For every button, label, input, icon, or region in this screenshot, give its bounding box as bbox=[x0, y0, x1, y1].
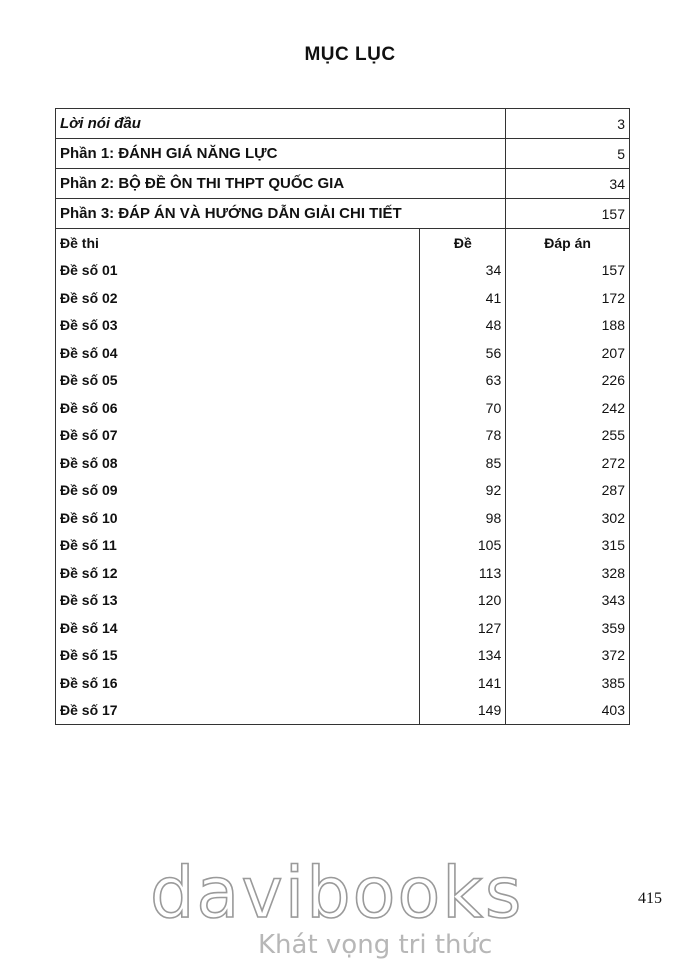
row-dapan-page: 207 bbox=[506, 339, 630, 367]
row-de-page: 149 bbox=[420, 697, 506, 725]
row-de-page: 98 bbox=[420, 504, 506, 532]
row-name: Đề số 01 bbox=[56, 257, 420, 285]
table-row bbox=[56, 449, 630, 477]
watermark-slogan: Khát vọng tri thức bbox=[258, 930, 493, 960]
row-dapan-page: 226 bbox=[506, 367, 630, 395]
row-de-page: 113 bbox=[420, 559, 506, 587]
table-row bbox=[56, 394, 630, 422]
row-dapan-page: 315 bbox=[506, 532, 630, 560]
table-row bbox=[56, 642, 630, 670]
row-de-page: 92 bbox=[420, 477, 506, 505]
row-dapan-page: 302 bbox=[506, 504, 630, 532]
table-row bbox=[56, 559, 630, 587]
table-header-row bbox=[56, 229, 630, 257]
table-row bbox=[56, 697, 630, 725]
row-de-page: 34 bbox=[420, 257, 506, 285]
row-de-page: 127 bbox=[420, 614, 506, 642]
toc-section-row bbox=[56, 109, 630, 139]
row-name: Đề số 02 bbox=[56, 284, 420, 312]
row-dapan-page: 272 bbox=[506, 449, 630, 477]
table-row bbox=[56, 669, 630, 697]
row-de-page: 134 bbox=[420, 642, 506, 670]
row-name: Đề số 06 bbox=[56, 394, 420, 422]
section-label: Phần 2: BỘ ĐỀ ÔN THI THPT QUỐC GIA bbox=[56, 169, 506, 199]
section-page: 157 bbox=[506, 199, 630, 229]
table-row bbox=[56, 532, 630, 560]
column-header-de: Đề bbox=[420, 229, 506, 257]
row-de-page: 78 bbox=[420, 422, 506, 450]
row-dapan-page: 188 bbox=[506, 312, 630, 340]
table-row bbox=[56, 339, 630, 367]
row-de-page: 85 bbox=[420, 449, 506, 477]
row-de-page: 141 bbox=[420, 669, 506, 697]
toc-section-row bbox=[56, 169, 630, 199]
column-header-name: Đề thi bbox=[56, 229, 420, 257]
row-name: Đề số 05 bbox=[56, 367, 420, 395]
row-dapan-page: 372 bbox=[506, 642, 630, 670]
row-name: Đề số 12 bbox=[56, 559, 420, 587]
section-page: 34 bbox=[506, 169, 630, 199]
row-dapan-page: 157 bbox=[506, 257, 630, 285]
row-name: Đề số 08 bbox=[56, 449, 420, 477]
row-de-page: 56 bbox=[420, 339, 506, 367]
table-row bbox=[56, 477, 630, 505]
table-row bbox=[56, 422, 630, 450]
table-row bbox=[56, 257, 630, 285]
row-dapan-page: 172 bbox=[506, 284, 630, 312]
row-de-page: 48 bbox=[420, 312, 506, 340]
row-dapan-page: 287 bbox=[506, 477, 630, 505]
row-dapan-page: 385 bbox=[506, 669, 630, 697]
toc-section-row bbox=[56, 139, 630, 169]
row-name: Đề số 15 bbox=[56, 642, 420, 670]
row-dapan-page: 242 bbox=[506, 394, 630, 422]
row-dapan-page: 359 bbox=[506, 614, 630, 642]
row-de-page: 41 bbox=[420, 284, 506, 312]
table-row bbox=[56, 284, 630, 312]
watermark-brand: davibooks bbox=[150, 852, 524, 934]
page-title: MỤC LỤC bbox=[304, 44, 396, 65]
toc-table bbox=[55, 108, 630, 725]
column-header-dapan: Đáp án bbox=[506, 229, 630, 257]
table-row bbox=[56, 367, 630, 395]
row-name: Đề số 04 bbox=[56, 339, 420, 367]
row-name: Đề số 09 bbox=[56, 477, 420, 505]
row-dapan-page: 255 bbox=[506, 422, 630, 450]
row-de-page: 120 bbox=[420, 587, 506, 615]
table-row bbox=[56, 504, 630, 532]
section-page: 3 bbox=[506, 109, 630, 139]
row-name: Đề số 17 bbox=[56, 697, 420, 725]
row-de-page: 70 bbox=[420, 394, 506, 422]
row-dapan-page: 403 bbox=[506, 697, 630, 725]
row-name: Đề số 11 bbox=[56, 532, 420, 560]
table-row bbox=[56, 614, 630, 642]
table-row bbox=[56, 587, 630, 615]
section-page: 5 bbox=[506, 139, 630, 169]
row-de-page: 63 bbox=[420, 367, 506, 395]
section-label: Lời nói đầu bbox=[56, 109, 506, 139]
section-label: Phần 3: ĐÁP ÁN VÀ HƯỚNG DẪN GIẢI CHI TIẾT bbox=[56, 199, 506, 229]
toc-section-row bbox=[56, 199, 630, 229]
row-name: Đề số 13 bbox=[56, 587, 420, 615]
row-name: Đề số 10 bbox=[56, 504, 420, 532]
row-dapan-page: 328 bbox=[506, 559, 630, 587]
section-label: Phần 1: ĐÁNH GIÁ NĂNG LỰC bbox=[56, 139, 506, 169]
table-row bbox=[56, 312, 630, 340]
row-name: Đề số 07 bbox=[56, 422, 420, 450]
row-name: Đề số 14 bbox=[56, 614, 420, 642]
row-name: Đề số 16 bbox=[56, 669, 420, 697]
row-name: Đề số 03 bbox=[56, 312, 420, 340]
row-de-page: 105 bbox=[420, 532, 506, 560]
row-dapan-page: 343 bbox=[506, 587, 630, 615]
page-number: 415 bbox=[638, 890, 662, 907]
